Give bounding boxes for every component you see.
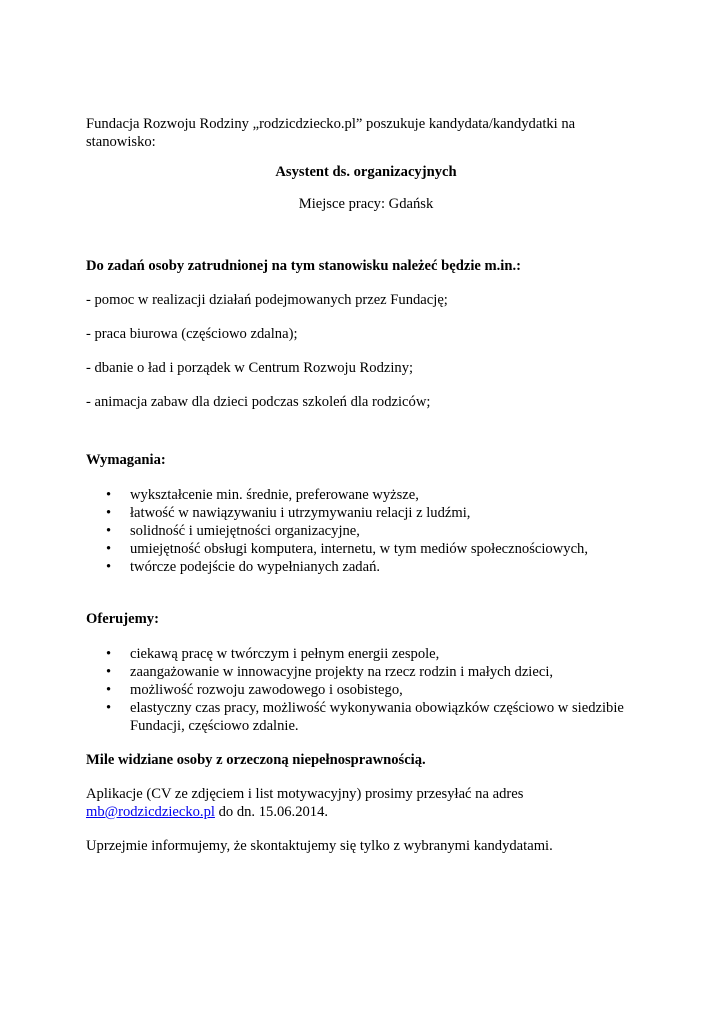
- duty-item: - pomoc w realizacji działań podejmowanych przez Fundację;: [86, 292, 448, 308]
- duty-item: - praca biurowa (częściowo zdalna);: [86, 326, 298, 342]
- application-text-after: do dn. 15.06.2014.: [214, 804, 329, 820]
- application-info: [86, 785, 646, 821]
- offer-item: • możliwość rozwoju zawodowego i osobistego,: [86, 681, 646, 699]
- application-text-before: Aplikacje (CV ze zdjęciem i list motywacyjny) prosimy przesyłać na adres: [86, 786, 524, 802]
- requirement-item: • twórcze podejście do wypełnianych zadań.: [86, 558, 646, 576]
- offer-item: • ciekawą pracę w twórczym i pełnym energii zespole,: [86, 645, 646, 663]
- duties-list: [86, 291, 646, 411]
- requirement-item: • solidność i umiejętności organizacyjne,: [86, 522, 646, 540]
- requirement-item: • wykształcenie min. średnie, preferowane wyższe,: [86, 486, 646, 504]
- job-location: Miejsce pracy: Gdańsk: [298, 196, 434, 212]
- document-page: [86, 115, 646, 855]
- requirements-list: [86, 486, 646, 576]
- email-link[interactable]: mb@rodzicdziecko.pl: [86, 804, 215, 820]
- duty-item: - animacja zabaw dla dzieci podczas szkoleń dla rodziców;: [86, 394, 431, 410]
- duties-heading: Do zadań osoby zatrudnionej na tym stanowisku należeć będzie m.in.:: [86, 258, 521, 274]
- offer-list: [86, 645, 646, 735]
- offer-item: • zaangażowanie w innowacyjne projekty na rzecz rodzin i małych dzieci,: [86, 663, 646, 681]
- requirement-item: • łatwość w nawiązywaniu i utrzymywaniu relacji z ludźmi,: [86, 504, 646, 522]
- requirement-item: • umiejętność obsługi komputera, internetu, w tym mediów społecznościowych,: [86, 540, 646, 558]
- offer-item: • elastyczny czas pracy, możliwość wykonywania obowiązków częściowo w siedzibie Fundacji, częściowo zdalnie.: [86, 699, 646, 735]
- offer-heading: Oferujemy:: [86, 611, 159, 627]
- disability-note: Mile widziane osoby z orzeczoną niepełnosprawnością.: [86, 752, 426, 768]
- duty-item: - dbanie o ład i porządek w Centrum Rozwoju Rodziny;: [86, 360, 414, 376]
- job-title: Asystent ds. organizacyjnych: [275, 164, 457, 180]
- requirements-heading: Wymagania:: [86, 452, 166, 468]
- intro-text: Fundacja Rozwoju Rodziny „rodzicdziecko.pl” poszukuje kandydata/kandydatki na stanowisko:: [86, 116, 576, 150]
- closing-text: Uprzejmie informujemy, że skontaktujemy się tylko z wybranymi kandydatami.: [86, 838, 553, 854]
